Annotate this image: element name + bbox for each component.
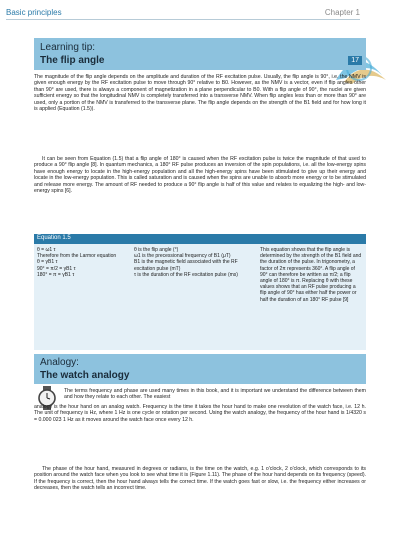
equation-box <box>34 234 366 350</box>
analogy-title: The watch analogy <box>40 370 130 381</box>
tip-title: The flip angle <box>40 55 105 66</box>
learning-tip-header <box>34 38 366 70</box>
chapter-label: Chapter 1 <box>324 8 360 17</box>
paragraph-analogy-intro: The terms frequency and phase are used many times in this book, and it is important we understand the difference between them and how they relate to each other. The easiest <box>64 388 366 401</box>
page-number: 17 <box>348 56 362 65</box>
page-header <box>0 0 400 22</box>
equation-title: Equation 1.5 <box>37 235 71 241</box>
paragraph-analogy-phase: The phase of the hour hand, measured in degrees or radians, is the time on the watch, e.g. 1 o'clock, 2 o'clock, which corresponds to its position around the watch face when you look to see what time it is (Figure 1.11). The phase of the hour hand depends on its frequency (speed). If the frequency is correct, then the hour hand always tells the correct time. If the watch goes fast or slow, i.e. the frequency either increases or decreases, then the watch tells an incorrect time. <box>34 466 366 492</box>
analogy-label: Analogy: <box>40 357 79 368</box>
equation-explanation: This equation shows that the flip angle is determined by the strength of the B1 field and the duration of the pulse. In trigonometry, a factor of 2π represents 360°. A flip angle of 90° can therefore be written as π/2; a flip angle of 180° is π. Replacing θ with these values shows that an RF pulse producing a flip angle of 90° has either half the power or half the duration of an 180° RF pulse [9] <box>260 247 362 303</box>
paragraph-analogy-frequency: analogy is the hour hand on an analog watch. Frequency is the time it takes the hour hand to make one revolution of the watch face, i.e. 12 h. The unit of frequency is Hz, where 1 Hz is one cycle or rotation per second. Using the watch analogy, the frequency of the hour hand is 1/4320 s = 0.000 023 1 Hz as it moves around the watch face once every 12 h. <box>34 404 366 423</box>
tip-label: Learning tip: <box>40 42 96 53</box>
paragraph-flip-angle-2: It can be seen from Equation (1.5) that a flip angle of 180° is caused when the RF excitation pulse is twice the magnitude of that used to produce a 90° flip angle [8]. In quantum mechanics, a 180° RF pulse produces an inversion of the spin populations, i.e. all the low-energy spins have enough energy to locate in the high-energy population and all the high-energy spins have been stimulated to give up their energy and locate in the low-energy population. This is called saturation and is caused when the spins are unable to absorb more energy or to be stimulated and release more energy. The amount of RF needed to produce a 90° flip angle is half of this value and relates to equalizing the high- and low-energy spins [6]. <box>34 156 366 195</box>
equation-variables: θ is the flip angle (°) ω1 is the precessional frequency of B1 (μT) B1 is the magnetic field associated with the RF excitation pulse (mT) τ is the duration of the RF excitation pulse (ms) <box>134 247 238 278</box>
equation-header <box>34 234 366 244</box>
equation-formula: θ = ω1 τ Therefore from the Larmor equation θ = γB1 τ 90° = π/2 = γB1 τ 180° = π = γB1 τ <box>37 247 117 278</box>
header-divider <box>6 19 360 20</box>
section-title: Basic principles <box>6 8 62 17</box>
paragraph-flip-angle-1: The magnitude of the flip angle depends on the amplitude and duration of the RF excitation pulse. Usually, the flip angle is 90°, i.e. the NMV is given enough energy by the RF excitation pulse to move through 90° relative to B0. However, as the NMV is a vector, even if flip angles other than 90° are used, there is always a component of magnetization in a plane perpendicular to B0. With a flip angle of 90°, the nuclei are given sufficient energy so that the longitudinal NMV is completely transferred into a transverse NMV. When flip angles less than or more than 90° are used, only a portion of the NMV is transferred to the transverse plane. The flip angle depends on the strength of the B1 field and for how long it is applied (Equation (1.5)). <box>34 74 366 113</box>
analogy-header <box>34 354 366 384</box>
